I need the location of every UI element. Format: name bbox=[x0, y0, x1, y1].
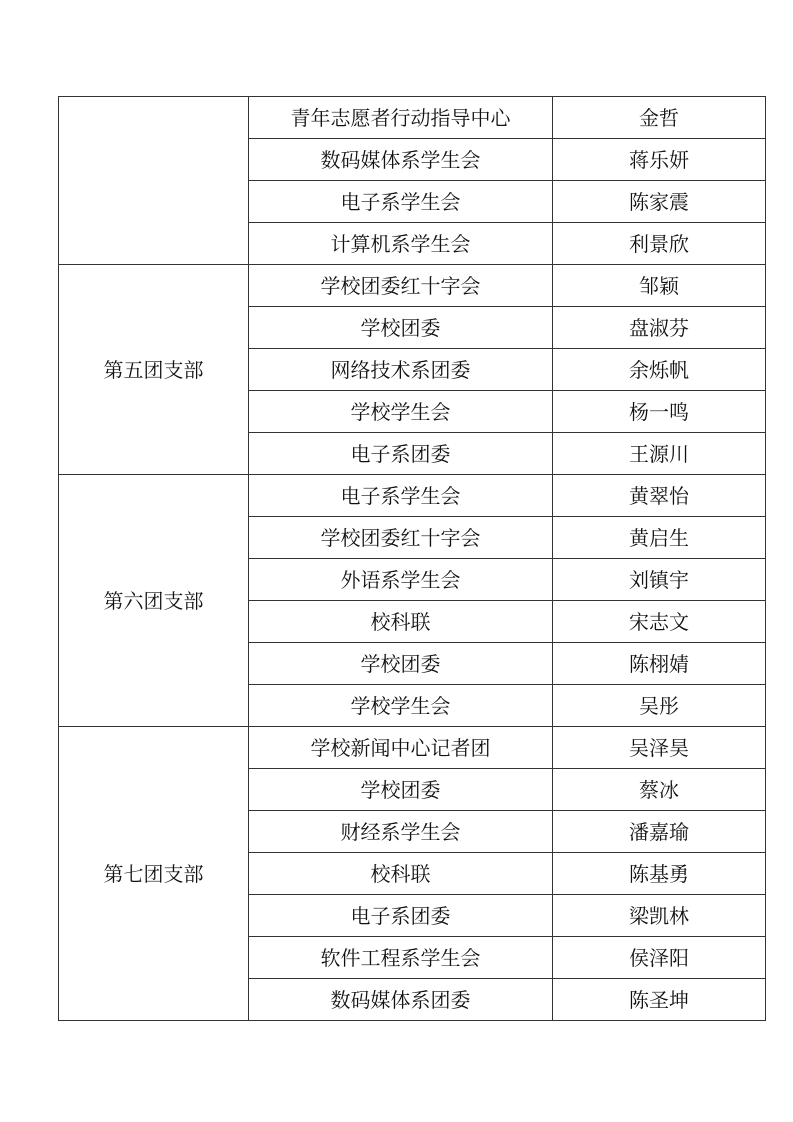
branch-cell: 第七团支部 bbox=[59, 727, 249, 1021]
member-name-cell: 陈家震 bbox=[553, 181, 766, 223]
member-name-cell: 宋志文 bbox=[553, 601, 766, 643]
organization-cell: 学校学生会 bbox=[249, 685, 553, 727]
member-name-cell: 陈圣坤 bbox=[553, 979, 766, 1021]
table-row bbox=[59, 727, 766, 769]
table-row bbox=[59, 97, 766, 139]
organization-cell: 数码媒体系学生会 bbox=[249, 139, 553, 181]
table-row bbox=[59, 265, 766, 307]
organization-cell: 学校新闻中心记者团 bbox=[249, 727, 553, 769]
organization-cell: 电子系学生会 bbox=[249, 475, 553, 517]
organization-cell: 外语系学生会 bbox=[249, 559, 553, 601]
member-name-cell: 陈基勇 bbox=[553, 853, 766, 895]
branch-cell: 第六团支部 bbox=[59, 475, 249, 727]
member-name-cell: 黄启生 bbox=[553, 517, 766, 559]
organization-cell: 网络技术系团委 bbox=[249, 349, 553, 391]
organization-cell: 学校团委 bbox=[249, 769, 553, 811]
member-name-cell: 邹颖 bbox=[553, 265, 766, 307]
organization-cell: 校科联 bbox=[249, 601, 553, 643]
organization-cell: 电子系团委 bbox=[249, 433, 553, 475]
member-name-cell: 金哲 bbox=[553, 97, 766, 139]
member-name-cell: 刘镇宇 bbox=[553, 559, 766, 601]
member-name-cell: 王源川 bbox=[553, 433, 766, 475]
member-name-cell: 侯泽阳 bbox=[553, 937, 766, 979]
organization-cell: 电子系学生会 bbox=[249, 181, 553, 223]
member-name-cell: 潘嘉瑜 bbox=[553, 811, 766, 853]
member-name-cell: 余烁帆 bbox=[553, 349, 766, 391]
organization-cell: 财经系学生会 bbox=[249, 811, 553, 853]
organization-cell: 软件工程系学生会 bbox=[249, 937, 553, 979]
organization-cell: 数码媒体系团委 bbox=[249, 979, 553, 1021]
member-name-cell: 陈栩婧 bbox=[553, 643, 766, 685]
member-table-body bbox=[59, 97, 766, 1021]
member-name-cell: 杨一鸣 bbox=[553, 391, 766, 433]
organization-cell: 学校团委红十字会 bbox=[249, 265, 553, 307]
organization-cell: 青年志愿者行动指导中心 bbox=[249, 97, 553, 139]
member-name-cell: 黄翠怡 bbox=[553, 475, 766, 517]
member-name-cell: 蒋乐妍 bbox=[553, 139, 766, 181]
organization-cell: 学校团委红十字会 bbox=[249, 517, 553, 559]
member-name-cell: 盘淑芬 bbox=[553, 307, 766, 349]
member-name-cell: 吴彤 bbox=[553, 685, 766, 727]
organization-cell: 计算机系学生会 bbox=[249, 223, 553, 265]
member-name-cell: 梁凯林 bbox=[553, 895, 766, 937]
table-row bbox=[59, 475, 766, 517]
organization-cell: 学校团委 bbox=[249, 307, 553, 349]
branch-cell bbox=[59, 97, 249, 265]
organization-cell: 校科联 bbox=[249, 853, 553, 895]
branch-cell: 第五团支部 bbox=[59, 265, 249, 475]
organization-cell: 学校学生会 bbox=[249, 391, 553, 433]
organization-cell: 学校团委 bbox=[249, 643, 553, 685]
member-name-cell: 吴泽昊 bbox=[553, 727, 766, 769]
member-name-cell: 利景欣 bbox=[553, 223, 766, 265]
organization-cell: 电子系团委 bbox=[249, 895, 553, 937]
member-table bbox=[58, 96, 766, 1021]
member-name-cell: 蔡冰 bbox=[553, 769, 766, 811]
